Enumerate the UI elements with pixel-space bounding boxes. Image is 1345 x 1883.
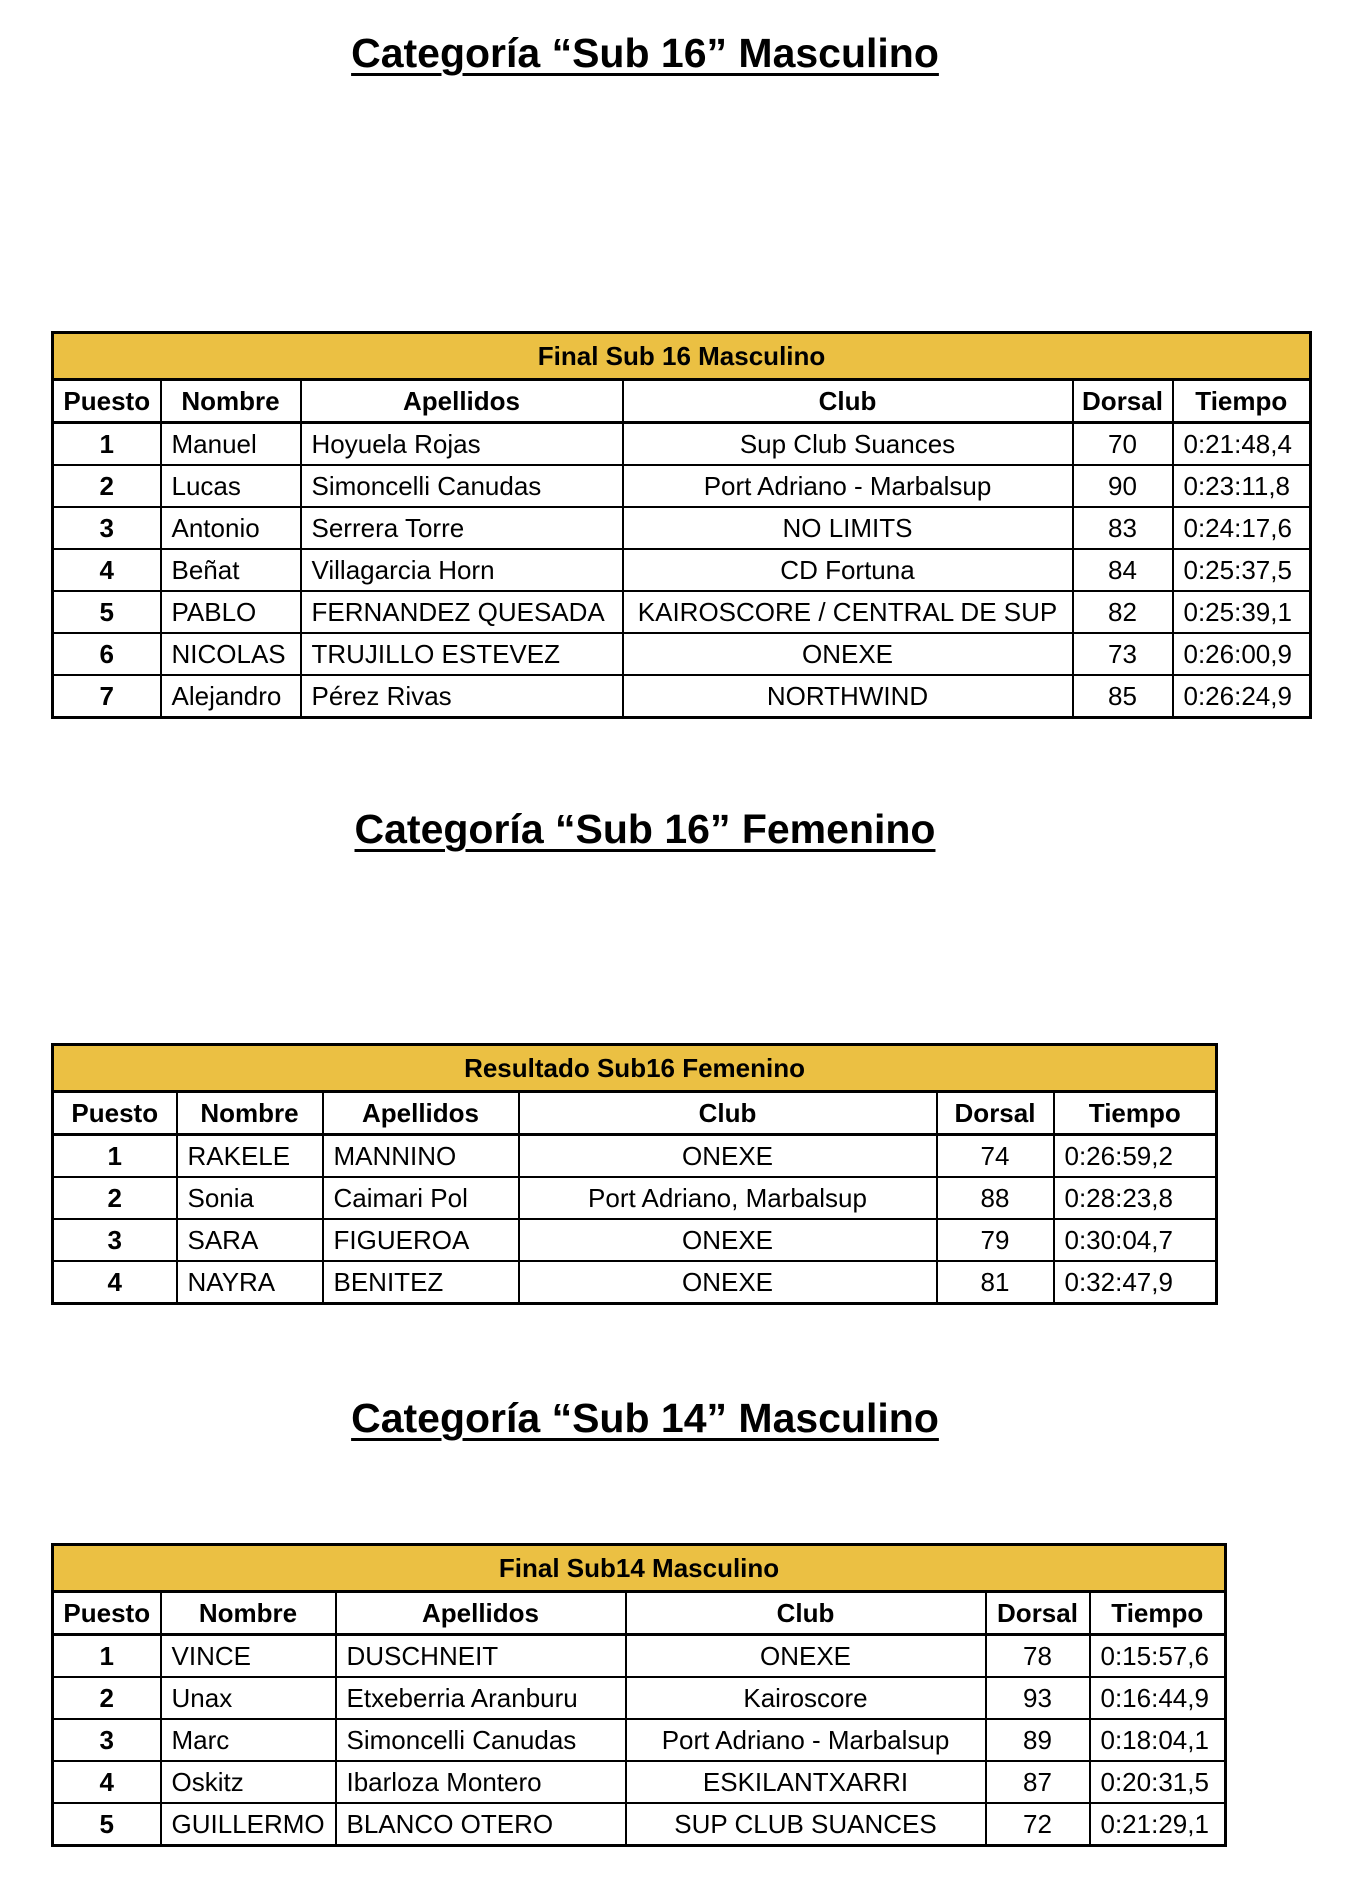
cell-bib: 84 <box>1073 549 1173 591</box>
cell-position: 7 <box>53 675 161 718</box>
results-table <box>51 1543 1227 1847</box>
cell-position: 3 <box>53 507 161 549</box>
table-caption: Final Sub14 Masculino <box>53 1545 1226 1592</box>
column-header-bib: Dorsal <box>937 1092 1054 1135</box>
cell-bib: 85 <box>1073 675 1173 718</box>
cell-surname: FIGUEROA <box>323 1219 519 1261</box>
cell-time: 0:26:59,2 <box>1054 1135 1217 1178</box>
cell-position: 2 <box>53 1677 161 1719</box>
cell-first-name: Oskitz <box>161 1761 336 1803</box>
section-title: Categoría “Sub 16” Femenino <box>354 806 936 852</box>
table-row <box>53 549 1311 591</box>
cell-club: Port Adriano, Marbalsup <box>519 1177 937 1219</box>
cell-surname: Serrera Torre <box>301 507 623 549</box>
cell-time: 0:18:04,1 <box>1090 1719 1226 1761</box>
cell-bib: 93 <box>986 1677 1090 1719</box>
table-row <box>53 465 1311 507</box>
cell-club: ESKILANTXARRI <box>626 1761 986 1803</box>
column-header-time: Tiempo <box>1173 380 1311 423</box>
cell-position: 6 <box>53 633 161 675</box>
column-header-surname: Apellidos <box>323 1092 519 1135</box>
cell-surname: DUSCHNEIT <box>336 1635 626 1678</box>
table-row <box>53 675 1311 718</box>
cell-time: 0:24:17,6 <box>1173 507 1311 549</box>
cell-time: 0:26:24,9 <box>1173 675 1311 718</box>
cell-first-name: Antonio <box>161 507 301 549</box>
cell-position: 1 <box>53 1135 177 1178</box>
column-header-time: Tiempo <box>1090 1592 1226 1635</box>
column-header-first-name: Nombre <box>161 1592 336 1635</box>
table-row <box>53 1677 1226 1719</box>
table-row <box>53 1761 1226 1803</box>
cell-club: ONEXE <box>519 1261 937 1304</box>
cell-club: ONEXE <box>519 1219 937 1261</box>
cell-time: 0:28:23,8 <box>1054 1177 1217 1219</box>
cell-first-name: PABLO <box>161 591 301 633</box>
cell-surname: BLANCO OTERO <box>336 1803 626 1846</box>
cell-time: 0:21:29,1 <box>1090 1803 1226 1846</box>
cell-bib: 78 <box>986 1635 1090 1678</box>
cell-bib: 79 <box>937 1219 1054 1261</box>
cell-surname: Simoncelli Canudas <box>336 1719 626 1761</box>
column-header-club: Club <box>519 1092 937 1135</box>
cell-position: 2 <box>53 1177 177 1219</box>
table-row <box>53 1803 1226 1846</box>
column-header-first-name: Nombre <box>161 380 301 423</box>
cell-first-name: VINCE <box>161 1635 336 1678</box>
cell-position: 4 <box>53 549 161 591</box>
table-row <box>53 1719 1226 1761</box>
cell-bib: 73 <box>1073 633 1173 675</box>
cell-first-name: Unax <box>161 1677 336 1719</box>
cell-position: 3 <box>53 1219 177 1261</box>
cell-first-name: GUILLERMO <box>161 1803 336 1846</box>
column-header-club: Club <box>626 1592 986 1635</box>
cell-surname: Hoyuela Rojas <box>301 423 623 466</box>
cell-club: SUP CLUB SUANCES <box>626 1803 986 1846</box>
cell-first-name: Beñat <box>161 549 301 591</box>
table-row <box>53 1219 1217 1261</box>
section-title: Categoría “Sub 16” Masculino <box>351 30 939 76</box>
cell-time: 0:21:48,4 <box>1173 423 1311 466</box>
table-caption: Resultado Sub16 Femenino <box>53 1045 1217 1092</box>
cell-club: Port Adriano - Marbalsup <box>623 465 1073 507</box>
column-header-first-name: Nombre <box>177 1092 323 1135</box>
table-row <box>53 1261 1217 1304</box>
cell-bib: 74 <box>937 1135 1054 1178</box>
cell-first-name: Marc <box>161 1719 336 1761</box>
table-row <box>53 1135 1217 1178</box>
table-row <box>53 1635 1226 1678</box>
cell-bib: 90 <box>1073 465 1173 507</box>
cell-position: 4 <box>53 1761 161 1803</box>
cell-club: ONEXE <box>623 633 1073 675</box>
cell-first-name: RAKELE <box>177 1135 323 1178</box>
cell-time: 0:30:04,7 <box>1054 1219 1217 1261</box>
cell-surname: Pérez Rivas <box>301 675 623 718</box>
results-table <box>51 1043 1218 1305</box>
column-header-time: Tiempo <box>1054 1092 1217 1135</box>
cell-surname: Etxeberria Aranburu <box>336 1677 626 1719</box>
cell-surname: MANNINO <box>323 1135 519 1178</box>
table-row <box>53 633 1311 675</box>
cell-position: 1 <box>53 423 161 466</box>
cell-surname: Simoncelli Canudas <box>301 465 623 507</box>
cell-surname: Caimari Pol <box>323 1177 519 1219</box>
cell-surname: Villagarcia Horn <box>301 549 623 591</box>
cell-bib: 70 <box>1073 423 1173 466</box>
table-row <box>53 591 1311 633</box>
cell-time: 0:23:11,8 <box>1173 465 1311 507</box>
cell-time: 0:32:47,9 <box>1054 1261 1217 1304</box>
cell-bib: 83 <box>1073 507 1173 549</box>
cell-bib: 82 <box>1073 591 1173 633</box>
cell-position: 1 <box>53 1635 161 1678</box>
cell-surname: FERNANDEZ QUESADA <box>301 591 623 633</box>
results-table <box>51 331 1312 719</box>
cell-club: NO LIMITS <box>623 507 1073 549</box>
cell-position: 3 <box>53 1719 161 1761</box>
cell-first-name: SARA <box>177 1219 323 1261</box>
cell-bib: 81 <box>937 1261 1054 1304</box>
cell-time: 0:16:44,9 <box>1090 1677 1226 1719</box>
cell-time: 0:15:57,6 <box>1090 1635 1226 1678</box>
cell-bib: 87 <box>986 1761 1090 1803</box>
cell-surname: Ibarloza Montero <box>336 1761 626 1803</box>
cell-club: CD Fortuna <box>623 549 1073 591</box>
cell-club: NORTHWIND <box>623 675 1073 718</box>
cell-position: 5 <box>53 1803 161 1846</box>
cell-surname: BENITEZ <box>323 1261 519 1304</box>
cell-time: 0:20:31,5 <box>1090 1761 1226 1803</box>
table-row <box>53 423 1311 466</box>
cell-bib: 89 <box>986 1719 1090 1761</box>
cell-club: Kairoscore <box>626 1677 986 1719</box>
column-header-bib: Dorsal <box>1073 380 1173 423</box>
cell-first-name: NAYRA <box>177 1261 323 1304</box>
cell-club: Sup Club Suances <box>623 423 1073 466</box>
cell-club: KAIROSCORE / CENTRAL DE SUP <box>623 591 1073 633</box>
section-title: Categoría “Sub 14” Masculino <box>351 1395 939 1441</box>
column-header-position: Puesto <box>53 380 161 423</box>
cell-time: 0:26:00,9 <box>1173 633 1311 675</box>
cell-time: 0:25:37,5 <box>1173 549 1311 591</box>
cell-first-name: Manuel <box>161 423 301 466</box>
column-header-surname: Apellidos <box>301 380 623 423</box>
cell-bib: 72 <box>986 1803 1090 1846</box>
cell-club: ONEXE <box>626 1635 986 1678</box>
cell-first-name: Alejandro <box>161 675 301 718</box>
table-caption: Final Sub 16 Masculino <box>53 333 1311 380</box>
column-header-bib: Dorsal <box>986 1592 1090 1635</box>
cell-first-name: Sonia <box>177 1177 323 1219</box>
cell-position: 2 <box>53 465 161 507</box>
cell-first-name: NICOLAS <box>161 633 301 675</box>
cell-club: ONEXE <box>519 1135 937 1178</box>
cell-bib: 88 <box>937 1177 1054 1219</box>
table-row <box>53 507 1311 549</box>
cell-position: 4 <box>53 1261 177 1304</box>
cell-time: 0:25:39,1 <box>1173 591 1311 633</box>
cell-first-name: Lucas <box>161 465 301 507</box>
table-row <box>53 1177 1217 1219</box>
column-header-surname: Apellidos <box>336 1592 626 1635</box>
column-header-position: Puesto <box>53 1092 177 1135</box>
column-header-club: Club <box>623 380 1073 423</box>
cell-surname: TRUJILLO ESTEVEZ <box>301 633 623 675</box>
cell-club: Port Adriano - Marbalsup <box>626 1719 986 1761</box>
cell-position: 5 <box>53 591 161 633</box>
column-header-position: Puesto <box>53 1592 161 1635</box>
